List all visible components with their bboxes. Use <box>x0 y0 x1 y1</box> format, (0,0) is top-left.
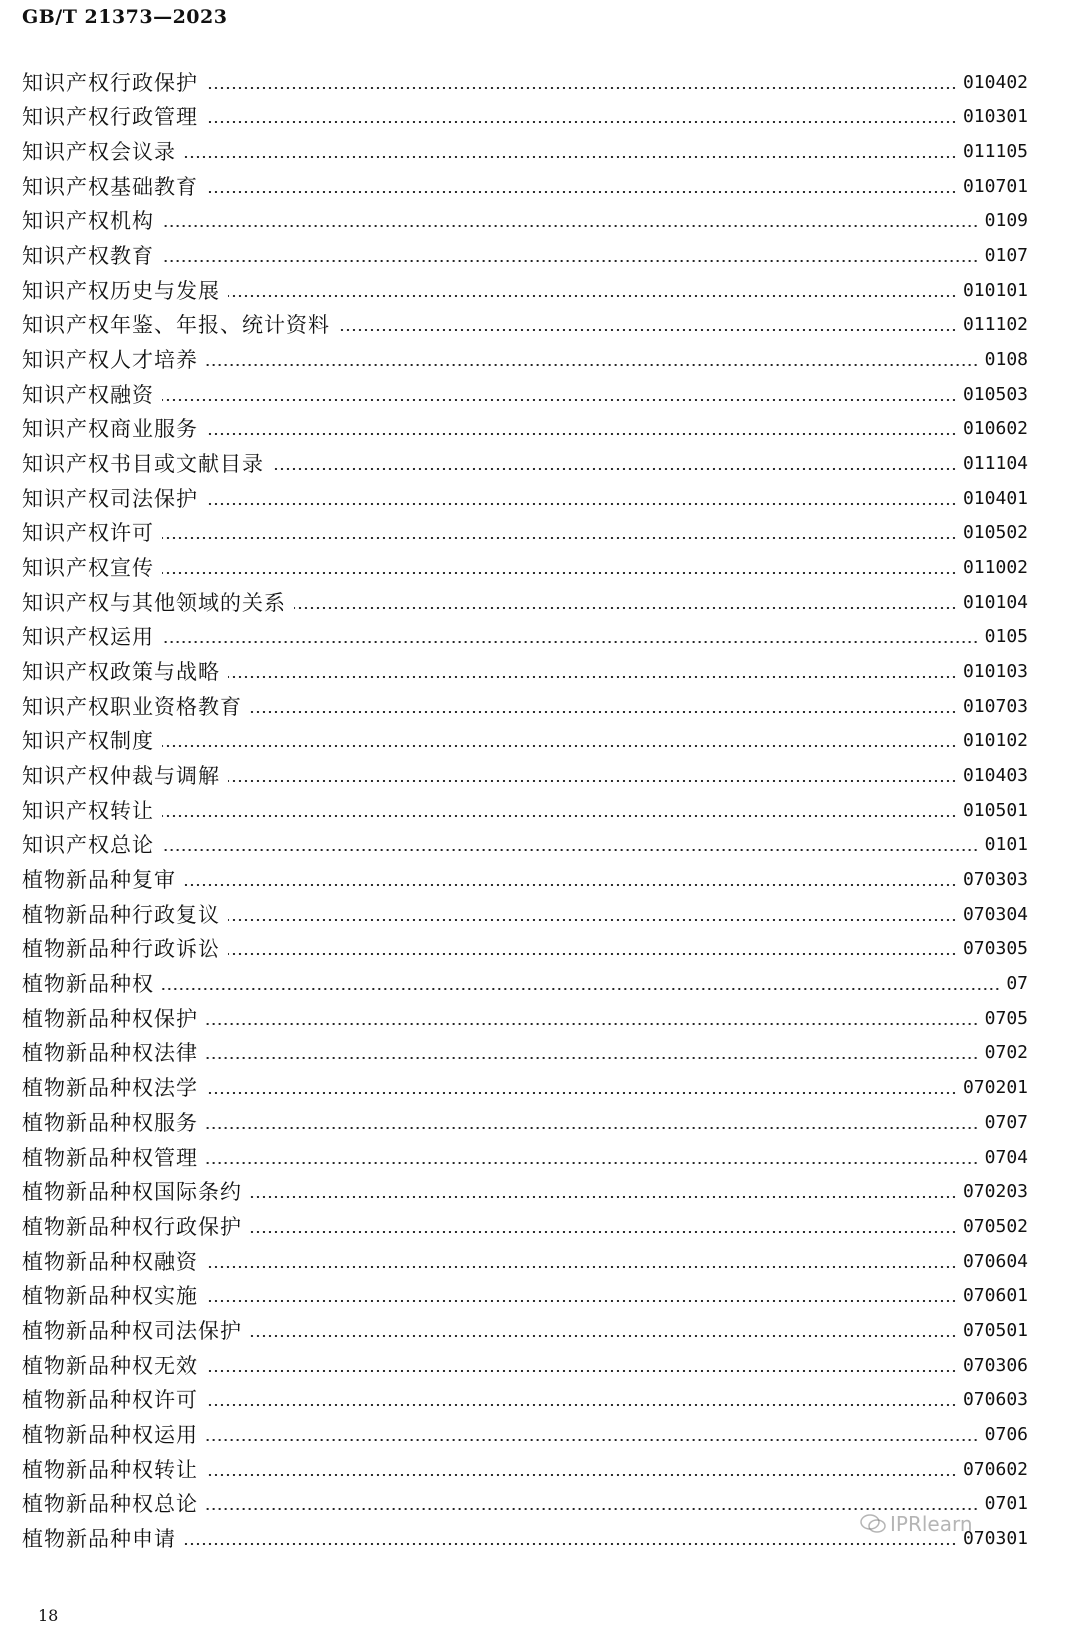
index-entry <box>22 1138 1028 1173</box>
index-entry <box>22 1346 1028 1381</box>
entry-term: 植物新品种行政复议 <box>22 902 220 927</box>
entry-term: 植物新品种权无效 <box>22 1353 198 1378</box>
page-number: 18 <box>38 1606 59 1625</box>
entry-term: 知识产权司法保护 <box>22 486 198 511</box>
entry-term: 植物新品种权运用 <box>22 1422 198 1447</box>
index-entry <box>22 826 1028 861</box>
index-entry <box>22 514 1028 549</box>
entry-code: 0705 <box>984 1007 1028 1029</box>
wechat-icon <box>860 1514 886 1534</box>
entry-term: 知识产权许可 <box>22 521 154 546</box>
index-entry <box>22 271 1028 306</box>
entry-code: 011102 <box>962 314 1028 336</box>
entry-code: 070203 <box>962 1181 1028 1203</box>
dot-leader <box>206 503 957 505</box>
entry-term: 知识产权会议录 <box>22 140 176 165</box>
entry-code: 0108 <box>984 349 1028 371</box>
dot-leader <box>272 468 957 470</box>
index-entry <box>22 306 1028 341</box>
entry-term: 知识产权融资 <box>22 382 154 407</box>
dot-leader <box>228 780 957 782</box>
entry-code: 0105 <box>984 626 1028 648</box>
index-list <box>22 63 1028 1554</box>
index-entry <box>22 236 1028 271</box>
index-entry <box>22 791 1028 826</box>
dot-leader <box>162 225 979 227</box>
dot-leader <box>162 399 957 401</box>
dot-leader <box>206 1057 979 1059</box>
dot-leader <box>184 1543 957 1545</box>
entry-term: 植物新品种权法学 <box>22 1076 198 1101</box>
entry-term: 知识产权转让 <box>22 798 154 823</box>
dot-leader <box>206 1439 979 1441</box>
index-entry <box>22 410 1028 445</box>
entry-term: 植物新品种行政诉讼 <box>22 937 220 962</box>
entry-code: 010104 <box>962 591 1028 613</box>
entry-term: 知识产权历史与发展 <box>22 278 220 303</box>
dot-leader <box>250 1196 957 1198</box>
dot-leader <box>294 607 957 609</box>
index-entry <box>22 1277 1028 1312</box>
index-entry <box>22 1173 1028 1208</box>
entry-code: 011105 <box>962 141 1028 163</box>
entry-term: 植物新品种权司法保护 <box>22 1318 242 1343</box>
entry-code: 010602 <box>962 418 1028 440</box>
watermark <box>860 1512 973 1536</box>
entry-code: 070602 <box>962 1458 1028 1480</box>
entry-term: 知识产权运用 <box>22 625 154 650</box>
entry-code: 0701 <box>984 1493 1028 1515</box>
index-entry <box>22 618 1028 653</box>
watermark-text: IPRlearn <box>890 1512 973 1536</box>
entry-term: 知识产权制度 <box>22 729 154 754</box>
entry-code: 011002 <box>962 557 1028 579</box>
dot-leader <box>162 988 1000 990</box>
entry-term: 知识产权行政保护 <box>22 70 198 95</box>
dot-leader <box>206 121 957 123</box>
index-entry <box>22 1450 1028 1485</box>
entry-code: 070305 <box>962 938 1028 960</box>
index-entry <box>22 964 1028 999</box>
entry-term: 知识产权基础教育 <box>22 174 198 199</box>
dot-leader <box>206 1023 979 1025</box>
index-entry <box>22 652 1028 687</box>
entry-code: 010401 <box>962 487 1028 509</box>
entry-code: 070304 <box>962 903 1028 925</box>
entry-code: 010703 <box>962 695 1028 717</box>
entry-term: 植物新品种权法律 <box>22 1041 198 1066</box>
entry-code: 0702 <box>984 1042 1028 1064</box>
entry-code: 070303 <box>962 869 1028 891</box>
index-entry <box>22 722 1028 757</box>
entry-term: 知识产权书目或文献目录 <box>22 452 264 477</box>
index-entry <box>22 132 1028 167</box>
dot-leader <box>206 87 957 89</box>
dot-leader <box>206 191 957 193</box>
entry-term: 植物新品种权融资 <box>22 1249 198 1274</box>
entry-code: 0704 <box>984 1146 1028 1168</box>
entry-term: 植物新品种权服务 <box>22 1110 198 1135</box>
dot-leader <box>228 953 957 955</box>
entry-term: 植物新品种权许可 <box>22 1388 198 1413</box>
dot-leader <box>162 745 957 747</box>
entry-code: 011104 <box>962 453 1028 475</box>
entry-term: 知识产权人才培养 <box>22 348 198 373</box>
index-entry <box>22 583 1028 618</box>
entry-code: 0706 <box>984 1423 1028 1445</box>
entry-code: 010503 <box>962 383 1028 405</box>
entry-code: 070501 <box>962 1319 1028 1341</box>
dot-leader <box>162 260 979 262</box>
dot-leader <box>206 1127 979 1129</box>
entry-term: 知识产权商业服务 <box>22 417 198 442</box>
entry-term: 知识产权年鉴、年报、统计资料 <box>22 313 330 338</box>
entry-term: 知识产权职业资格教育 <box>22 694 242 719</box>
index-entry <box>22 930 1028 965</box>
index-entry <box>22 895 1028 930</box>
index-entry <box>22 860 1028 895</box>
index-entry <box>22 202 1028 237</box>
entry-code: 0101 <box>984 834 1028 856</box>
index-entry <box>22 687 1028 722</box>
entry-term: 植物新品种权总论 <box>22 1492 198 1517</box>
entry-term: 植物新品种权国际条约 <box>22 1180 242 1205</box>
index-entry <box>22 479 1028 514</box>
entry-term: 植物新品种权保护 <box>22 1006 198 1031</box>
index-entry <box>22 1034 1028 1069</box>
index-entry <box>22 63 1028 98</box>
entry-code: 0107 <box>984 245 1028 267</box>
entry-term: 植物新品种复审 <box>22 868 176 893</box>
entry-term: 植物新品种权转让 <box>22 1457 198 1482</box>
index-entry <box>22 340 1028 375</box>
dot-leader <box>206 1370 957 1372</box>
entry-code: 010103 <box>962 661 1028 683</box>
index-entry <box>22 756 1028 791</box>
entry-term: 知识产权宣传 <box>22 556 154 581</box>
entry-code: 010701 <box>962 175 1028 197</box>
entry-code: 010301 <box>962 106 1028 128</box>
entry-term: 知识产权与其他领域的关系 <box>22 590 286 615</box>
entry-code: 010101 <box>962 279 1028 301</box>
index-entry <box>22 1207 1028 1242</box>
dot-leader <box>228 295 957 297</box>
dot-leader <box>162 572 957 574</box>
entry-term: 知识产权教育 <box>22 244 154 269</box>
dot-leader <box>162 537 957 539</box>
dot-leader <box>206 1266 957 1268</box>
entry-code: 070301 <box>962 1527 1028 1549</box>
entry-code: 070604 <box>962 1250 1028 1272</box>
dot-leader <box>228 919 957 921</box>
index-entry <box>22 1381 1028 1416</box>
dot-leader <box>206 1474 957 1476</box>
index-entry <box>22 375 1028 410</box>
entry-term: 知识产权仲裁与调解 <box>22 764 220 789</box>
entry-term: 知识产权行政管理 <box>22 105 198 130</box>
index-entry <box>22 1068 1028 1103</box>
dot-leader <box>162 641 979 643</box>
dot-leader <box>250 711 957 713</box>
dot-leader <box>228 676 957 678</box>
index-entry <box>22 1242 1028 1277</box>
entry-code: 0109 <box>984 210 1028 232</box>
entry-code: 010502 <box>962 522 1028 544</box>
entry-term: 植物新品种申请 <box>22 1526 176 1551</box>
dot-leader <box>206 1162 979 1164</box>
index-entry <box>22 548 1028 583</box>
entry-code: 070306 <box>962 1354 1028 1376</box>
entry-term: 植物新品种权行政保护 <box>22 1214 242 1239</box>
index-entry <box>22 1311 1028 1346</box>
entry-code: 010402 <box>962 71 1028 93</box>
entry-code: 07 <box>1006 973 1028 995</box>
standard-code-header: GB/T 21373—2023 <box>22 6 228 28</box>
dot-leader <box>162 849 979 851</box>
entry-term: 植物新品种权 <box>22 972 154 997</box>
entry-code: 070201 <box>962 1077 1028 1099</box>
dot-leader <box>206 1508 979 1510</box>
index-entry <box>22 1415 1028 1450</box>
entry-code: 0707 <box>984 1111 1028 1133</box>
index-entry <box>22 1103 1028 1138</box>
entry-code: 010501 <box>962 799 1028 821</box>
dot-leader <box>184 884 957 886</box>
dot-leader <box>250 1231 957 1233</box>
dot-leader <box>338 329 957 331</box>
entry-code: 070603 <box>962 1389 1028 1411</box>
dot-leader <box>206 1300 957 1302</box>
entry-term: 知识产权政策与战略 <box>22 660 220 685</box>
index-entry <box>22 444 1028 479</box>
entry-code: 070502 <box>962 1215 1028 1237</box>
index-entry <box>22 999 1028 1034</box>
entry-code: 010403 <box>962 765 1028 787</box>
dot-leader <box>184 156 957 158</box>
index-entry <box>22 167 1028 202</box>
entry-code: 070601 <box>962 1285 1028 1307</box>
dot-leader <box>206 364 979 366</box>
entry-term: 知识产权总论 <box>22 833 154 858</box>
dot-leader <box>206 433 957 435</box>
entry-term: 植物新品种权实施 <box>22 1284 198 1309</box>
dot-leader <box>250 1335 957 1337</box>
entry-code: 010102 <box>962 730 1028 752</box>
entry-term: 植物新品种权管理 <box>22 1145 198 1170</box>
index-entry <box>22 98 1028 133</box>
entry-term: 知识产权机构 <box>22 209 154 234</box>
dot-leader <box>162 815 957 817</box>
dot-leader <box>206 1092 957 1094</box>
dot-leader <box>206 1404 957 1406</box>
